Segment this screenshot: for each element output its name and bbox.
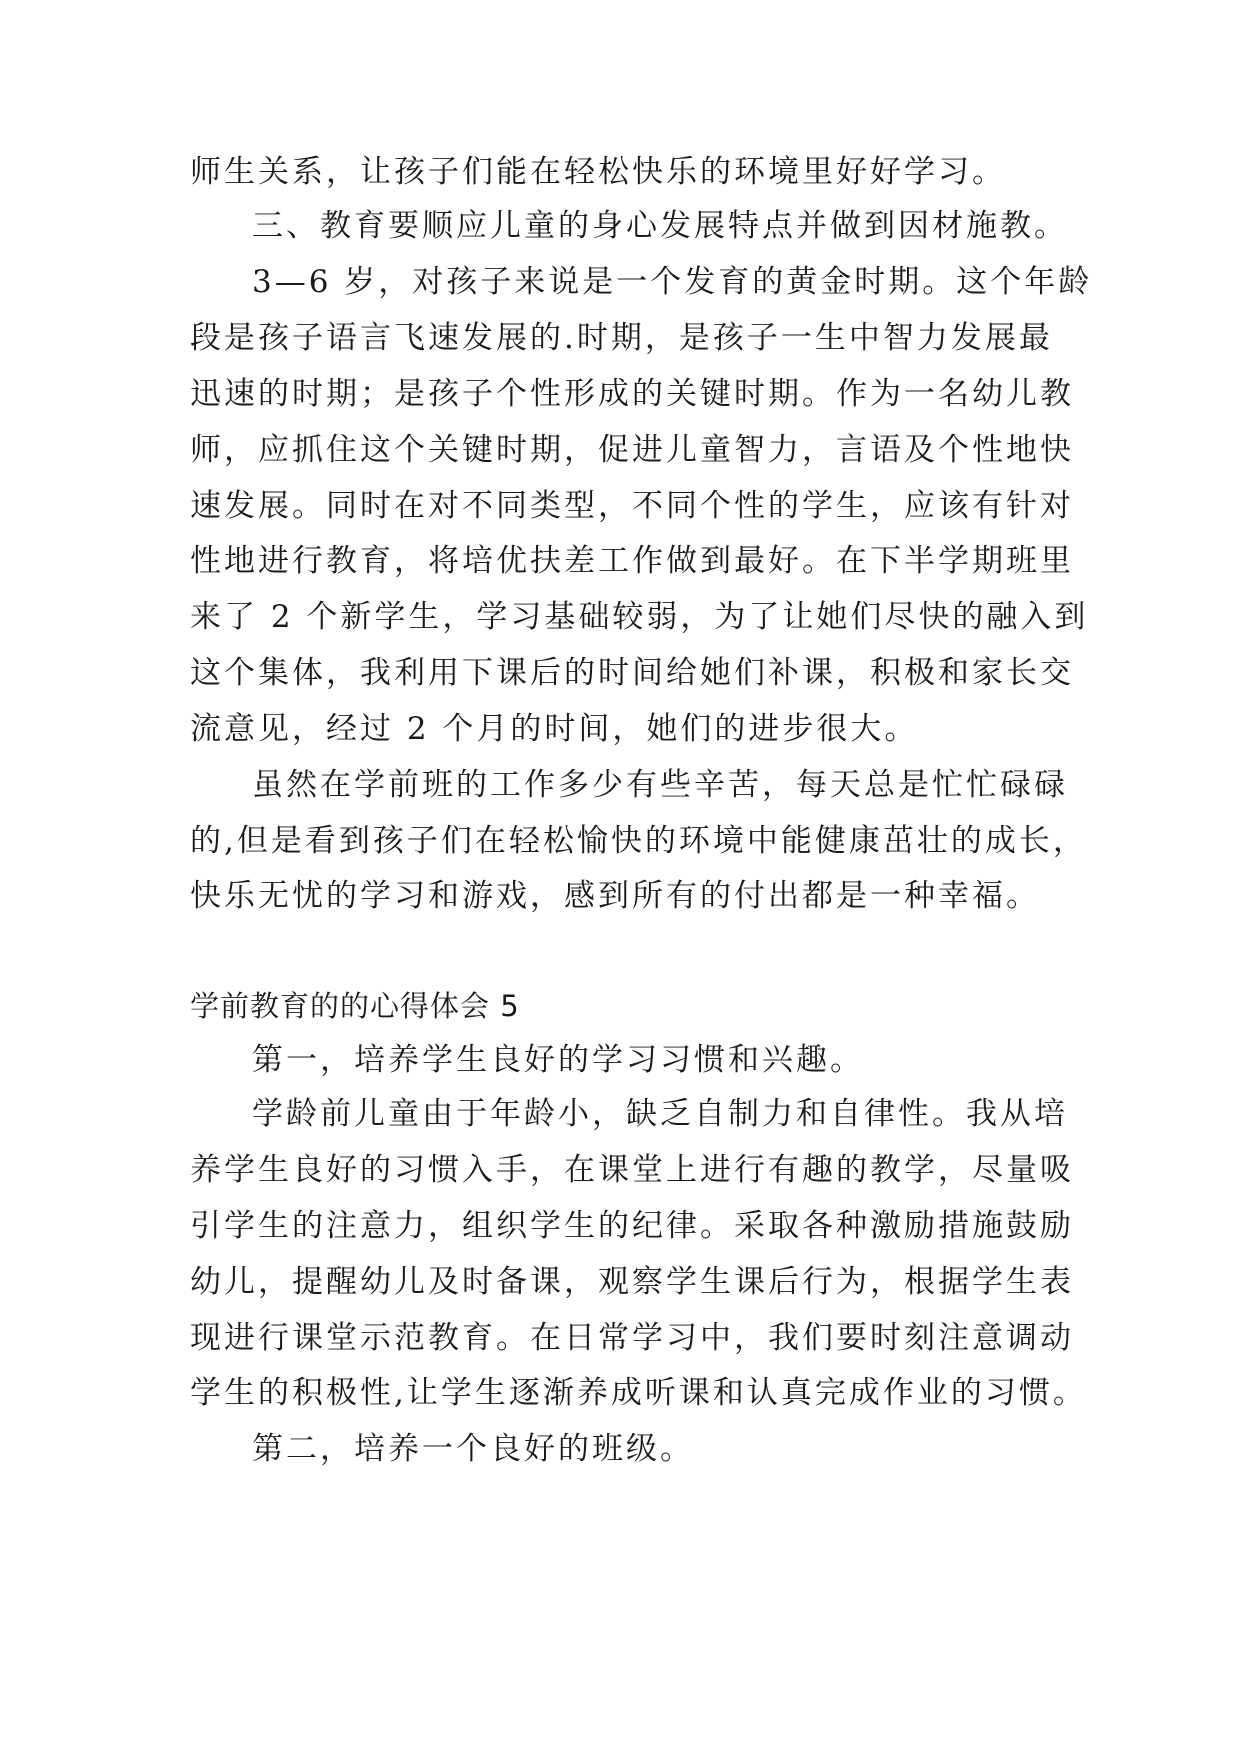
- paragraph-line: 段是孩子语言飞速发展的.时期，是孩子一生中智力发展最: [190, 320, 1053, 356]
- paragraph-line: 师，应抓住这个关键时期，促进儿童智力，言语及个性地快: [190, 432, 1074, 468]
- paragraph-line: 流意见，经过 2 个月的时间，她们的进步很大。: [190, 711, 919, 747]
- paragraph-line: 速发展。同时在对不同类型，不同个性的学生，应该有针对: [190, 488, 1074, 524]
- paragraph-line: 师生关系，让孩子们能在轻松快乐的环境里好好学习。: [190, 154, 1006, 190]
- paragraph-line: 快乐无忧的学习和游戏，感到所有的付出都是一种幸福。: [190, 878, 1040, 914]
- paragraph-line: 学生的积极性,让学生逐渐养成听课和认真完成作业的习惯。: [190, 1375, 1087, 1411]
- section-heading-three: 三、教育要顺应儿童的身心发展特点并做到因材施教。: [252, 208, 1068, 244]
- paragraph-line: 来了 2 个新学生，学习基础较弱，为了让她们尽快的融入到: [190, 599, 1089, 635]
- subheading-second: 第二，培养一个良好的班级。: [252, 1431, 694, 1467]
- subheading-first: 第一，培养学生良好的学习习惯和兴趣。: [252, 1042, 864, 1078]
- paragraph-line: 学龄前儿童由于年龄小，缺乏自制力和自律性。我从培: [252, 1096, 1068, 1132]
- paragraph-line: 现进行课堂示范教育。在日常学习中，我们要时刻注意调动: [190, 1320, 1074, 1356]
- paragraph-line: 虽然在学前班的工作多少有些辛苦，每天总是忙忙碌碌: [252, 767, 1068, 803]
- paragraph-line: 引学生的注意力，组织学生的纪律。采取各种激励措施鼓励: [190, 1208, 1074, 1244]
- paragraph-line: 性地进行教育，将培优扶差工作做到最好。在下半学期班里: [190, 543, 1074, 579]
- paragraph-line: 的,但是看到孩子们在轻松愉快的环境中能健康茁壮的成长，: [190, 823, 1087, 859]
- paragraph-line: 3—6 岁，对孩子来说是一个发育的黄金时期。这个年龄: [252, 264, 1093, 300]
- paragraph-line: 迅速的时期；是孩子个性形成的关键时期。作为一名幼儿教: [190, 376, 1074, 412]
- paragraph-line: 幼儿，提醒幼儿及时备课，观察学生课后行为，根据学生表: [190, 1264, 1074, 1300]
- paragraph-line: 养学生良好的习惯入手，在课堂上进行有趣的教学，尽量吸: [190, 1152, 1074, 1188]
- paragraph-line: 这个集体，我利用下课后的时间给她们补课，积极和家长交: [190, 655, 1074, 691]
- section-title: 学前教育的的心得体会 5: [190, 989, 520, 1023]
